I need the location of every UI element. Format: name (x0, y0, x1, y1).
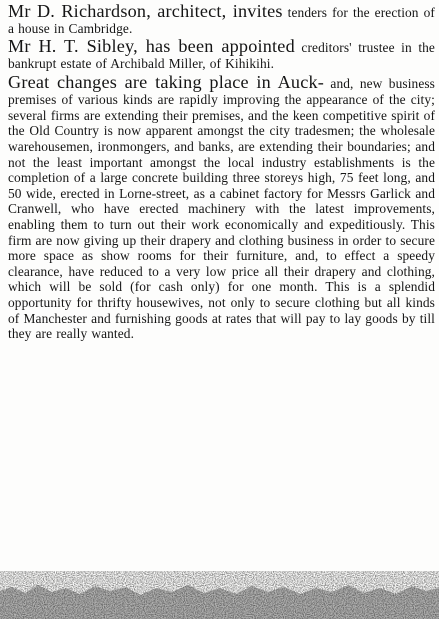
article-column (8, 2, 435, 342)
paragraph-lead-text: Mr H. T. Sibley, has been appointed (8, 35, 295, 56)
paragraph-body-text: and, new business premises of various kinds are rapidly improving the appearance of the city; several firms are extending their premises, and the keen competitive spirit of the Old Country is now apparent amongst the city tradesmen; the wholesale warehousemen, ironmongers, and banks, are extending their boundaries; and not the least important amongst the local industry establishments is the completion of a large concrete building three storeys high, 75 feet long, and 50 wide, erected in Lorne-street, as a cabinet factory for Messrs Garlick and Cranwell, who have erected machinery with the latest improvements, enabling them to turn out their work economically and expeditiously. This firm are now giving up their drapery and clothing business in order to secure more space as show rooms for their furniture, and, to effect a speedy clearance, have reduced to a very low price all their drapery and clothing, which will be sold (for cash only) for one month. This is a splendid opportunity for thrifty housewives, not only to secure clothing but all kinds of Manchester and furnishing goods at rates that will pay to lay goods by till they are really wanted. (8, 76, 435, 342)
paragraph-body-text: creditors' trustee in the bankrupt estate of Archibald Miller, of Kihikihi. (8, 39, 435, 71)
paragraph-body-text: tenders for the erection of a house in Cambridge. (8, 5, 435, 36)
paragraph-sibley-trustee (8, 37, 435, 72)
paragraph-lead-text: Mr D. Richardson, architect, invites (8, 1, 283, 21)
paragraph-lead-text: Great changes are taking place in Auck- (8, 72, 325, 93)
paragraph-richardson-tender (8, 2, 435, 37)
paragraph-auckland-changes (8, 73, 435, 342)
torn-paper-edge (0, 561, 439, 619)
